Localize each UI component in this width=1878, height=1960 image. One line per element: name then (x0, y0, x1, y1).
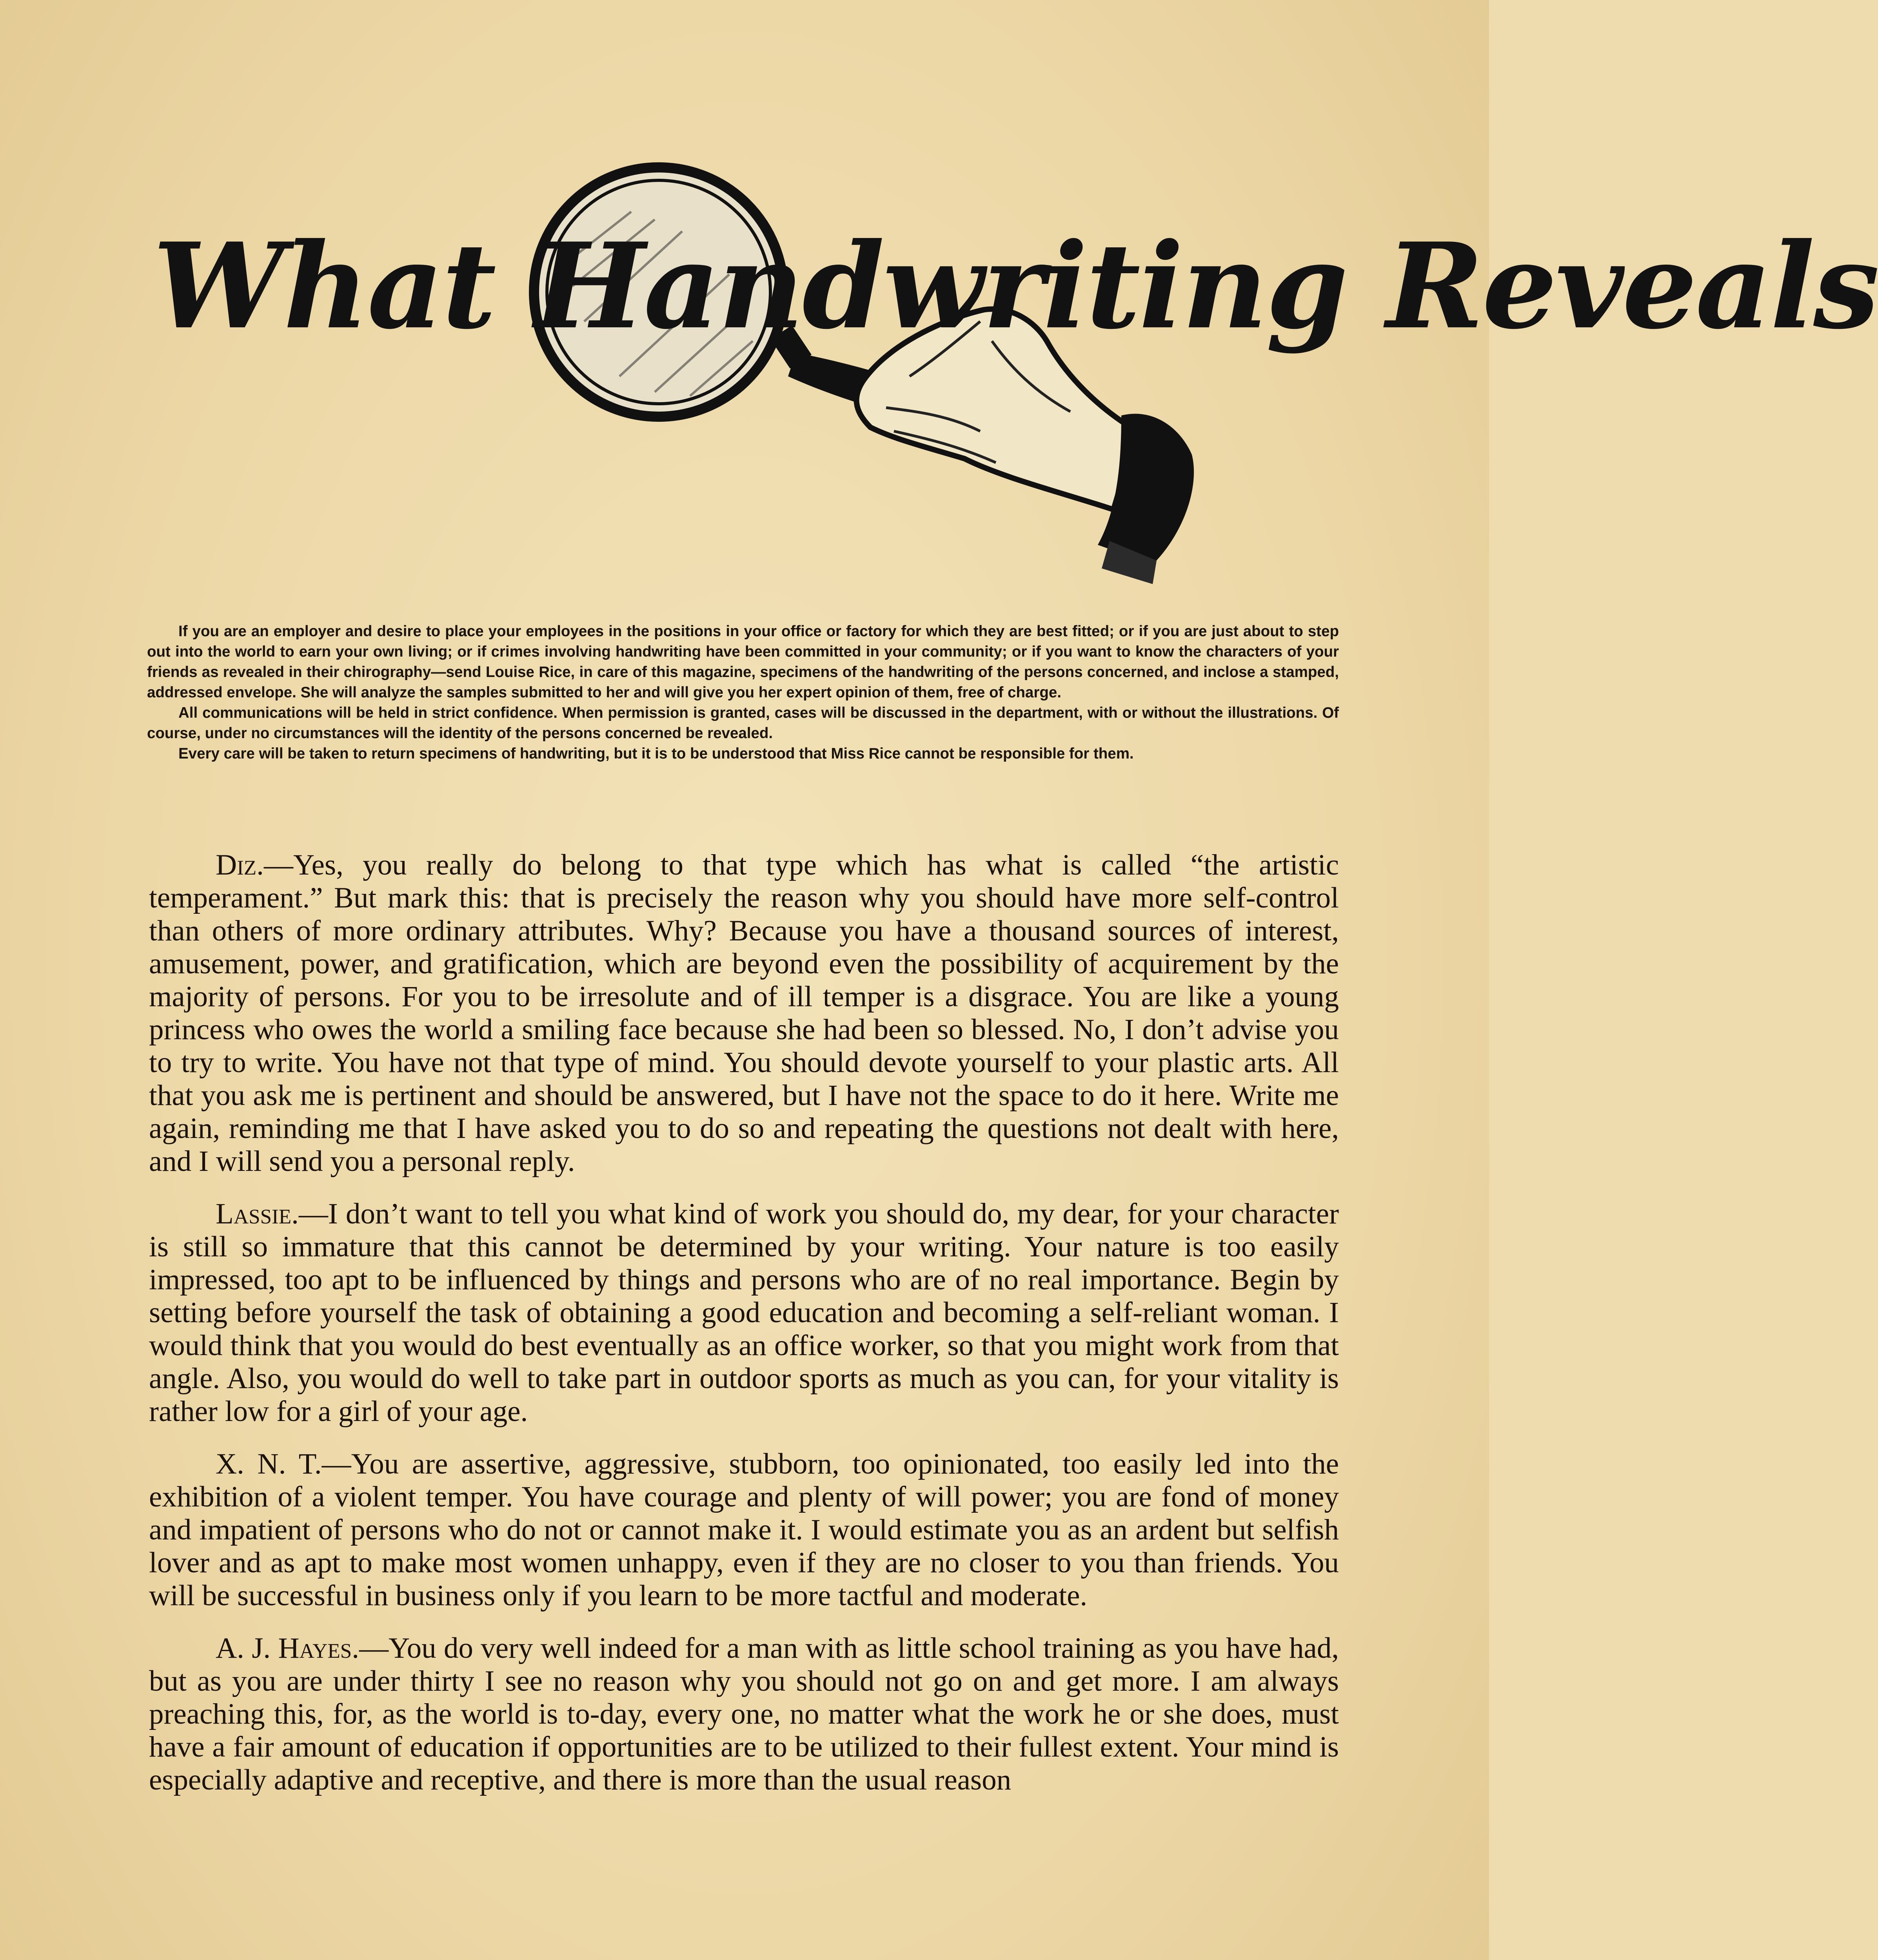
letter-reply: —Yes, you really do belong to that type which has what is called “the artistic temperament.” But mark this: that is precisely the reason why you should have more self-control than others of more ordinary attributes. Why? Because you have a thousand sources of interest, amusement, power, and gratification, which are beyond even the possibility of acquirement by the majority of persons. For you to be irresolute and of ill temper is a disgrace. You are like a young princess who owes the world a smiling face because she had been so blessed. No, I don’t advise you to try to write. You have not that type of mind. You should devote yourself to your plastic arts. All that you ask me is pertinent and should be answered, but I have not the space to do it here. Write me again, reminding me that I have asked you to do so and repeating the questions not dealt with here, and I will send you a personal reply. (149, 849, 1339, 1178)
letter-reply: —You do very well indeed for a man with as little school training as you have had, but as you are under thirty I see no reason why you should not go on and get more. I am always preaching this, for, as the world is to-day, every one, no matter what the work he or she does, must have a fair amount of education if opportunities are to be utilized to their fullest extent. Your mind is especially adaptive and receptive, and there is more than the usual reason (149, 1632, 1339, 1796)
page-title: What Handwriting Reveals (153, 217, 1878, 355)
intro-paragraph: If you are an employer and desire to place your employees in the positions in your office or factory for which they are best fitted; or if you are just about to step out into the world to earn your own living; or if crimes involving handwriting have been committed in your community; or if you want to know the characters of your friends as revealed in their chirography—send Louise Rice, in care of this magazine, specimens of the handwriting of the persons concerned, and inclose a stamped, addressed envelope. She will analyze the samples submitted to her and will give you her expert opinion of them, free of charge. (147, 623, 1339, 701)
correspondent-name: X. N. T. (216, 1448, 322, 1480)
letter-reply: —You are assertive, aggressive, stubborn, too opinionated, too easily led into the exhibition of a violent temper. You have courage and plenty of will power; you are fond of money and impatient of persons who do not or cannot make it. I would estimate you as an ardent but selfish lover and as apt to make most women unhappy, even if they are no closer to you than friends. You will be successful in business only if you learn to be more tactful and moderate. (149, 1448, 1339, 1612)
letter-entry (149, 1448, 1339, 1612)
letter-entry (149, 1198, 1339, 1428)
intro-paragraph: All communications will be held in strict confidence. When permission is granted, cases will be discussed in the department, with or without the illustrations. Of course, under no circumstances will the identity of the persons concerned be revealed. (147, 704, 1339, 742)
letters-column (149, 849, 1339, 1816)
correspondent-name: A. J. Hayes. (216, 1632, 359, 1664)
correspondent-name: Lassie. (216, 1198, 299, 1230)
correspondent-name: Diz. (216, 849, 264, 881)
intro-notice (147, 621, 1339, 764)
letter-entry (149, 1632, 1339, 1797)
letter-reply: —I don’t want to tell you what kind of work you should do, my dear, for your character is still so immature that this cannot be determined by your writing. Your nature is too easily impressed, too apt to be influenced by things and persons who are of no real importance. Begin by setting before yourself the task of obtaining a good education and becoming a self-reliant woman. I would think that you would do best eventually as an office worker, so that you might work from that angle. Also, you would do well to take part in outdoor sports as much as you can, for your vitality is rather low for a girl of your age. (149, 1198, 1339, 1428)
letter-entry (149, 849, 1339, 1178)
intro-paragraph: Every care will be taken to return specimens of handwriting, but it is to be understood that Miss Rice cannot be responsible for them. (178, 745, 1134, 762)
